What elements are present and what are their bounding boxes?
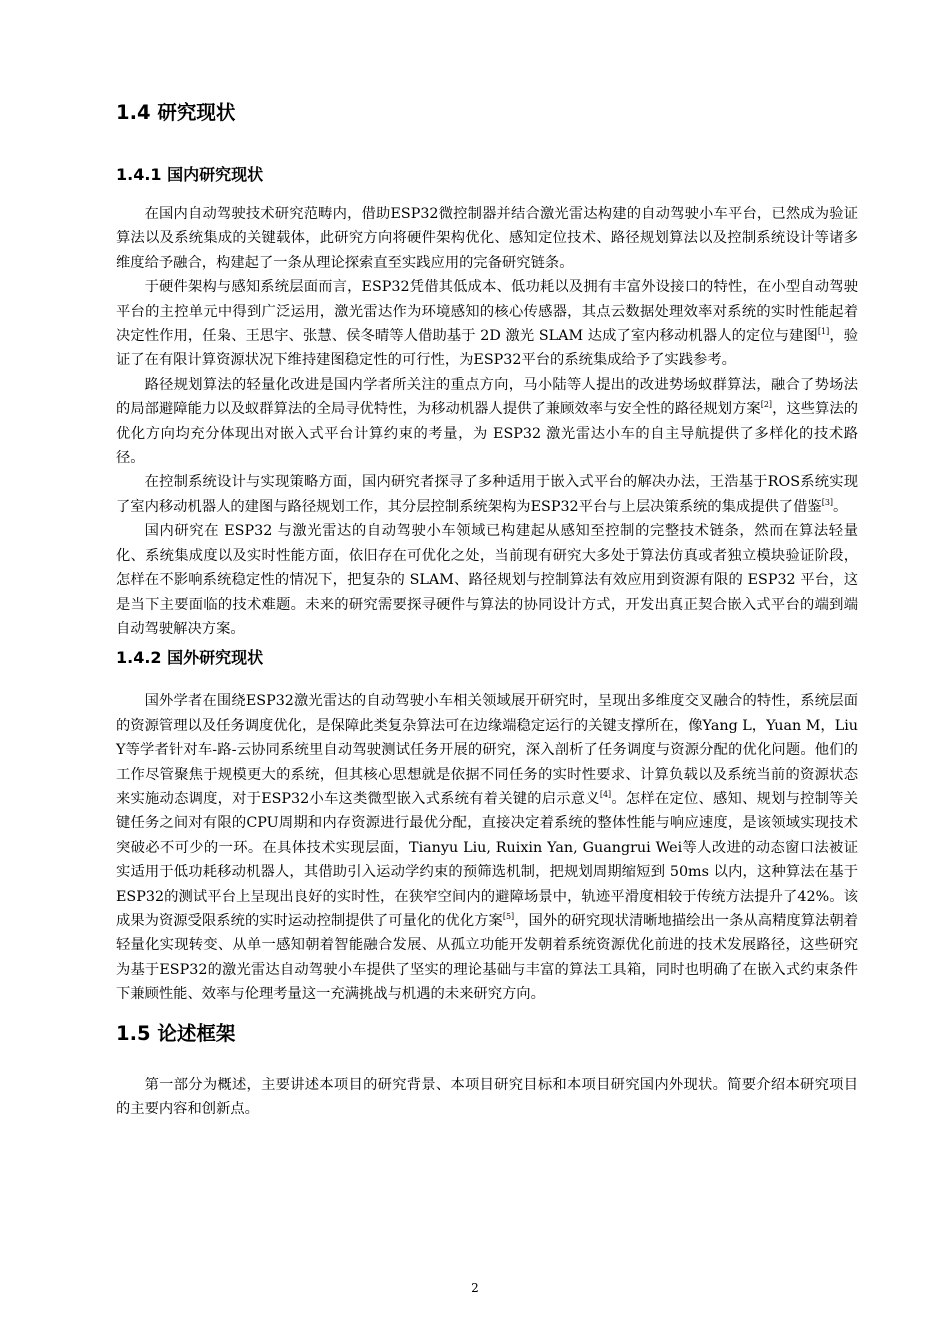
page-number: 2 [471, 1281, 479, 1295]
text-run: 在控制系统设计与实现策略方面，国内研究者探寻了多种适用于嵌入式平台的解决办法，王浩基于ROS系统实现了室内移动机器人的建图与路径规划工作，其分层控制系统架构为ESP32平台与上层决策系统的集成提供了借鉴 [116, 474, 858, 515]
citation-ref-5: [5] [502, 911, 515, 921]
paragraph-domestic-5: 国内研究在 ESP32 与激光雷达的自动驾驶小车领域已构建起从感知至控制的完整技术链条，然而在算法轻量化、系统集成度以及实时性能方面，依旧存在可优化之处，当前现有研究大多处于算法仿真或者独立模块验证阶段，怎样在不影响系统稳定性的情况下，把复杂的 SLAM、路径规划与控制算法有效应用到资源有限的 ESP32 平台，这是当下主要面临的技术难题。未来的研究需要探寻硬件与算法的协同设计方式，开发出真正契合嵌入式平台的端到端自动驾驶解决方案。 [116, 523, 858, 637]
section-heading-1-5: 1.5 论述框架 [116, 1021, 236, 1045]
paragraph-domestic-4 [116, 470, 858, 519]
paragraph-domestic-1: 在国内自动驾驶技术研究范畴内，借助ESP32微控制器并结合激光雷达构建的自动驾驶小车平台，已然成为验证算法以及系统集成的关键载体，此研究方向将硬件架构优化、感知定位技术、路径规划算法以及控制系统设计等诸多维度给予融合，构建起了一条从理论探索直至实践应用的完备研究链条。 [116, 206, 858, 271]
text-run: 。 [833, 498, 848, 515]
text-run: 于硬件架构与感知系统层面而言，ESP32凭借其低成本、低功耗以及拥有丰富外设接口的特性，在小型自动驾驶平台的主控单元中得到广泛运用，激光雷达作为环境感知的核心传感器，其点云数据处理效率对系统的实时性能起着决定性作用，任枭、王思宇、张慧、侯冬晴等人借助基于 2D 激光 SLAM 达成了室内移动机器人的定位与建图 [116, 279, 858, 345]
citation-ref-3: [3] [821, 497, 834, 507]
text-run: ，验证了在有限计算资源状况下维持建图稳定性的可行性，为ESP32平台的系统集成给予了实践参考。 [116, 328, 859, 369]
paragraph-framework-1: 第一部分为概述，主要讲述本项目的研究背景、本项目研究目标和本项目研究国内外现状。简要介绍本研究项目的主要内容和创新点。 [116, 1076, 858, 1117]
paragraph-domestic-2 [116, 275, 858, 373]
paragraph-foreign-1 [116, 689, 858, 1006]
section-heading-1-4-2: 1.4.2 国外研究现状 [116, 648, 264, 668]
text-run: ，这些算法的优化方向均充分体现出对嵌入式平台计算约束的考量，为 ESP32 激光雷达小车的自主导航提供了多样化的技术路径。 [116, 401, 859, 467]
text-run: ，国外的研究现状清晰地描绘出一条从高精度算法朝着轻量化实现转变、从单一感知朝着智能融合发展、从孤立功能开发朝着系统资源优化前进的技术发展路径，这些研究为基于ESP32的激光雷达自动驾驶小车提供了坚实的理论基础与丰富的算法工具箱，同时也明确了在嵌入式约束条件下兼顾性能、效率与伦理考量这一充满挑战与机遇的未来研究方向。 [116, 912, 859, 1003]
citation-ref-1: [1] [817, 327, 830, 337]
text-run: 路径规划算法的轻量化改进是国内学者所关注的重点方向，马小陆等人提出的改进势场蚁群算法，融合了势场法的局部避障能力以及蚁群算法的全局寻优特性，为移动机器人提供了兼顾效率与安全性的路径规划方案 [116, 376, 858, 418]
section-heading-1-4: 1.4 研究现状 [116, 101, 236, 124]
citation-ref-2: [2] [760, 400, 773, 410]
text-run: 国外学者在围绕ESP32激光雷达的自动驾驶小车相关领域展开研究时，呈现出多维度交叉融合的特性，系统层面的资源管理以及任务调度优化，是保障此类复杂算法可在边缘端稳定运行的关键支撑所在，像Yang L，Yuan M，Liu Y等学者针对车-路-云协同系统里自动驾驶测试任务开展的研究，深入剖析了任务调度与资源分配的优化问题。他们的工作尽管聚焦于规模更大的系统，但其核心思想就是依据不同任务的实时性要求、计算负载以及系统当前的资源状态来实施动态调度，对于ESP32小车这类微型嵌入式系统有着关键的启示意义 [116, 693, 858, 807]
paragraph-domestic-3 [116, 373, 858, 471]
citation-ref-4: [4] [599, 789, 612, 799]
section-heading-1-4-1: 1.4.1 国内研究现状 [116, 165, 264, 184]
page-content [116, 100, 858, 1121]
text-run: 。怎样在定位、感知、规划与控制等关键任务之间对有限的CPU周期和内存资源进行最优分配，直接决定着系统的整体性能与响应速度，是该领域实现技术突破必不可少的一环。在具体技术实现层面，Tianyu Liu, Ruixin Yan, Guangrui Wei等人改进的动态窗口法被证实适用于低功耗移动机器人，其借助引入运动学约束的预筛选机制，把规划周期缩短到 50ms 以内，这种算法在基于ESP32的测试平台上呈现出良好的实时性，在狭窄空间内的避障场景中，轨迹平滑度相较于传统方法提升了42%。该成果为资源受限系统的实时运动控制提供了可量化的优化方案 [116, 790, 858, 929]
